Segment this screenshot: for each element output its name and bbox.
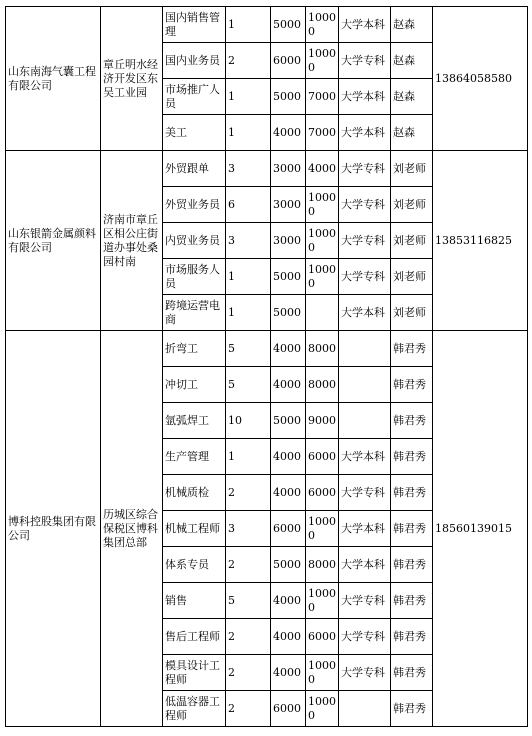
table-row <box>6 7 528 43</box>
company-address-cell: 济南市章丘区相公庄街道办事处桑园村南 <box>101 151 163 331</box>
company-name-cell: 山东银箭金属颜料有限公司 <box>6 151 101 331</box>
education-cell <box>339 367 391 403</box>
headcount-cell: 1 <box>226 115 271 151</box>
salary-max-cell: 8000 <box>306 547 339 583</box>
headcount-cell: 1 <box>226 7 271 43</box>
job-title-cell: 外贸业务员 <box>163 187 226 223</box>
salary-min-cell: 5000 <box>271 547 306 583</box>
headcount-cell: 5 <box>226 331 271 367</box>
job-title-cell: 生产管理 <box>163 439 226 475</box>
salary-min-cell: 4000 <box>271 655 306 691</box>
education-cell: 大学专科 <box>339 259 391 295</box>
salary-max-cell: 6000 <box>306 475 339 511</box>
job-title-cell: 跨境运营电商 <box>163 295 226 331</box>
company-name-cell: 山东南海气囊工程有限公司 <box>6 7 101 151</box>
salary-max-cell: 9000 <box>306 403 339 439</box>
salary-max-cell: 10000 <box>306 583 339 619</box>
education-cell: 大学专科 <box>339 187 391 223</box>
salary-max-cell: 10000 <box>306 511 339 547</box>
education-cell: 大学专科 <box>339 151 391 187</box>
contact-phone-cell: 18560139015 <box>433 331 528 727</box>
job-title-cell: 国内业务员 <box>163 43 226 79</box>
education-cell: 大学专科 <box>339 655 391 691</box>
education-cell: 大学专科 <box>339 583 391 619</box>
job-listing-table <box>5 6 528 727</box>
contact-person-cell: 韩君秀 <box>391 655 433 691</box>
contact-person-cell: 刘老师 <box>391 223 433 259</box>
contact-person-cell: 韩君秀 <box>391 619 433 655</box>
salary-min-cell: 3000 <box>271 187 306 223</box>
salary-min-cell: 6000 <box>271 43 306 79</box>
job-title-cell: 机械质检 <box>163 475 226 511</box>
education-cell: 大学本科 <box>339 115 391 151</box>
job-title-cell: 折弯工 <box>163 331 226 367</box>
job-title-cell: 售后工程师 <box>163 619 226 655</box>
headcount-cell: 1 <box>226 295 271 331</box>
salary-max-cell: 7000 <box>306 79 339 115</box>
education-cell: 大学本科 <box>339 79 391 115</box>
salary-max-cell: 10000 <box>306 655 339 691</box>
salary-max-cell: 4000 <box>306 151 339 187</box>
job-title-cell: 冲切工 <box>163 367 226 403</box>
job-title-cell: 外贸跟单 <box>163 151 226 187</box>
contact-person-cell: 韩君秀 <box>391 403 433 439</box>
contact-person-cell: 刘老师 <box>391 151 433 187</box>
contact-person-cell: 刘老师 <box>391 187 433 223</box>
headcount-cell: 2 <box>226 655 271 691</box>
salary-min-cell: 4000 <box>271 439 306 475</box>
contact-person-cell: 韩君秀 <box>391 547 433 583</box>
salary-min-cell: 4000 <box>271 583 306 619</box>
headcount-cell: 3 <box>226 511 271 547</box>
job-title-cell: 销售 <box>163 583 226 619</box>
education-cell: 大学专科 <box>339 475 391 511</box>
contact-person-cell: 韩君秀 <box>391 475 433 511</box>
education-cell <box>339 403 391 439</box>
job-title-cell: 低温容器工程师 <box>163 691 226 727</box>
contact-person-cell: 韩君秀 <box>391 331 433 367</box>
contact-person-cell: 赵森 <box>391 43 433 79</box>
table-row <box>6 151 528 187</box>
contact-person-cell: 赵森 <box>391 79 433 115</box>
salary-min-cell: 5000 <box>271 79 306 115</box>
education-cell: 大学专科 <box>339 619 391 655</box>
job-title-cell: 市场服务人员 <box>163 259 226 295</box>
salary-min-cell: 4000 <box>271 475 306 511</box>
headcount-cell: 1 <box>226 79 271 115</box>
table-row <box>6 331 528 367</box>
salary-min-cell: 4000 <box>271 367 306 403</box>
salary-min-cell: 5000 <box>271 403 306 439</box>
education-cell: 大学专科 <box>339 43 391 79</box>
salary-max-cell: 10000 <box>306 259 339 295</box>
contact-person-cell: 韩君秀 <box>391 583 433 619</box>
job-title-cell: 体系专员 <box>163 547 226 583</box>
contact-person-cell: 刘老师 <box>391 259 433 295</box>
headcount-cell: 2 <box>226 475 271 511</box>
contact-person-cell: 韩君秀 <box>391 691 433 727</box>
salary-max-cell: 10000 <box>306 187 339 223</box>
education-cell: 大学专科 <box>339 223 391 259</box>
education-cell: 大学本科 <box>339 547 391 583</box>
company-address-cell: 历城区综合保税区博科集团总部 <box>101 331 163 727</box>
job-title-cell: 机械工程师 <box>163 511 226 547</box>
salary-max-cell: 6000 <box>306 619 339 655</box>
headcount-cell: 6 <box>226 187 271 223</box>
salary-min-cell: 4000 <box>271 331 306 367</box>
headcount-cell: 2 <box>226 547 271 583</box>
education-cell <box>339 691 391 727</box>
headcount-cell: 3 <box>226 223 271 259</box>
job-title-cell: 美工 <box>163 115 226 151</box>
company-name-cell: 博科控股集团有限公司 <box>6 331 101 727</box>
salary-min-cell: 6000 <box>271 691 306 727</box>
salary-max-cell: 8000 <box>306 331 339 367</box>
salary-min-cell: 3000 <box>271 151 306 187</box>
contact-person-cell: 赵森 <box>391 115 433 151</box>
salary-max-cell <box>306 295 339 331</box>
salary-max-cell: 7000 <box>306 115 339 151</box>
contact-person-cell: 韩君秀 <box>391 439 433 475</box>
salary-max-cell: 10000 <box>306 43 339 79</box>
salary-max-cell: 10000 <box>306 691 339 727</box>
salary-min-cell: 6000 <box>271 511 306 547</box>
job-title-cell: 国内销售管理 <box>163 7 226 43</box>
salary-max-cell: 6000 <box>306 439 339 475</box>
job-title-cell: 市场推广人员 <box>163 79 226 115</box>
contact-person-cell: 韩君秀 <box>391 367 433 403</box>
job-table-body <box>6 7 528 727</box>
job-title-cell: 模具设计工程师 <box>163 655 226 691</box>
salary-max-cell: 8000 <box>306 367 339 403</box>
salary-min-cell: 5000 <box>271 259 306 295</box>
contact-person-cell: 韩君秀 <box>391 511 433 547</box>
salary-min-cell: 5000 <box>271 295 306 331</box>
headcount-cell: 10 <box>226 403 271 439</box>
headcount-cell: 1 <box>226 259 271 295</box>
headcount-cell: 5 <box>226 367 271 403</box>
education-cell: 大学本科 <box>339 295 391 331</box>
salary-min-cell: 4000 <box>271 619 306 655</box>
headcount-cell: 1 <box>226 439 271 475</box>
education-cell: 大学本科 <box>339 439 391 475</box>
headcount-cell: 5 <box>226 583 271 619</box>
salary-min-cell: 5000 <box>271 7 306 43</box>
salary-min-cell: 4000 <box>271 115 306 151</box>
contact-phone-cell: 13853116825 <box>433 151 528 331</box>
company-address-cell: 章丘明水经济开发区东吴工业园 <box>101 7 163 151</box>
headcount-cell: 2 <box>226 619 271 655</box>
headcount-cell: 2 <box>226 691 271 727</box>
job-title-cell: 内贸业务员 <box>163 223 226 259</box>
education-cell <box>339 331 391 367</box>
contact-person-cell: 刘老师 <box>391 295 433 331</box>
headcount-cell: 3 <box>226 151 271 187</box>
salary-max-cell: 10000 <box>306 223 339 259</box>
contact-phone-cell: 13864058580 <box>433 7 528 151</box>
salary-max-cell: 10000 <box>306 7 339 43</box>
education-cell: 大学本科 <box>339 7 391 43</box>
headcount-cell: 2 <box>226 43 271 79</box>
job-title-cell: 氩弧焊工 <box>163 403 226 439</box>
contact-person-cell: 赵森 <box>391 7 433 43</box>
education-cell: 大学本科 <box>339 511 391 547</box>
salary-min-cell: 3000 <box>271 223 306 259</box>
